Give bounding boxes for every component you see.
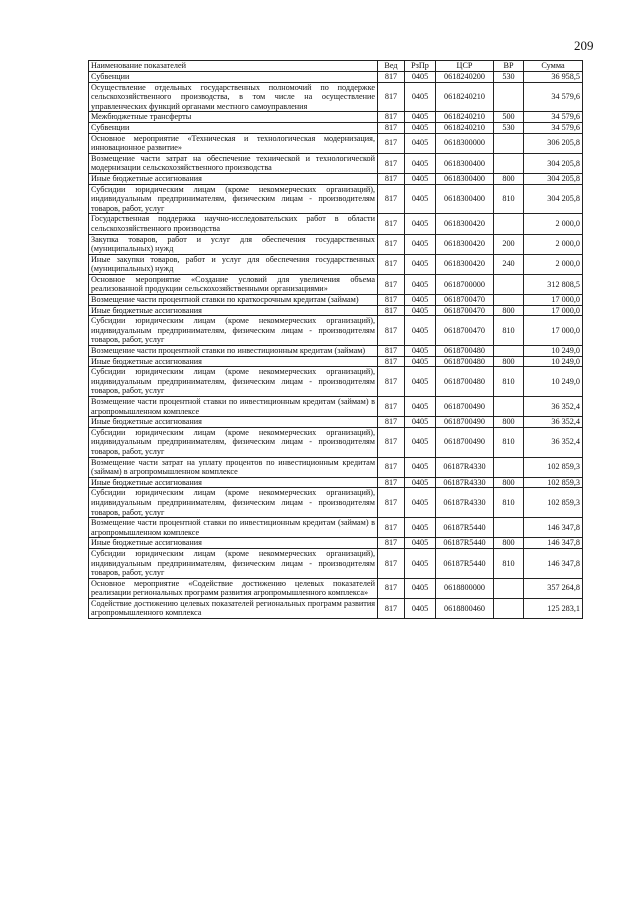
cell-csr: 0618700470 bbox=[436, 305, 494, 316]
cell-csr: 0618300400 bbox=[436, 184, 494, 214]
cell-sum: 34 579,6 bbox=[524, 122, 583, 133]
cell-ved: 817 bbox=[378, 346, 405, 357]
table-row bbox=[89, 173, 583, 184]
cell-name: Субсидии юридическим лицам (кроме некоммерческих организаций), индивидуальным предпринимателям, физическим лицам - производителям товаров, работ, услуг bbox=[89, 548, 378, 578]
cell-ved: 817 bbox=[378, 274, 405, 294]
cell-rzpr: 0405 bbox=[405, 214, 436, 234]
cell-name: Субсидии юридическим лицам (кроме некоммерческих организаций), индивидуальным предпринимателям, физическим лицам - производителям товаров, работ, услуг bbox=[89, 184, 378, 214]
cell-ved: 817 bbox=[378, 295, 405, 306]
cell-name: Возмещение части затрат на уплату процентов по инвестиционным кредитам (займам) в агропромышленном комплексе bbox=[89, 457, 378, 477]
table-row bbox=[89, 133, 583, 153]
cell-vr bbox=[494, 153, 524, 173]
cell-rzpr: 0405 bbox=[405, 72, 436, 83]
cell-ved: 817 bbox=[378, 112, 405, 123]
cell-csr: 0618800460 bbox=[436, 598, 494, 618]
cell-vr: 800 bbox=[494, 173, 524, 184]
cell-csr: 0618700000 bbox=[436, 274, 494, 294]
cell-vr bbox=[494, 457, 524, 477]
cell-rzpr: 0405 bbox=[405, 153, 436, 173]
cell-ved: 817 bbox=[378, 488, 405, 518]
cell-rzpr: 0405 bbox=[405, 254, 436, 274]
cell-rzpr: 0405 bbox=[405, 367, 436, 397]
cell-csr: 0618700480 bbox=[436, 356, 494, 367]
cell-ved: 817 bbox=[378, 417, 405, 428]
cell-vr: 800 bbox=[494, 356, 524, 367]
cell-vr: 530 bbox=[494, 122, 524, 133]
cell-csr: 06187R5440 bbox=[436, 548, 494, 578]
cell-name: Основное мероприятие «Техническая и технологическая модернизация, инновационное развитие» bbox=[89, 133, 378, 153]
cell-rzpr: 0405 bbox=[405, 346, 436, 357]
cell-rzpr: 0405 bbox=[405, 173, 436, 184]
cell-ved: 817 bbox=[378, 477, 405, 488]
cell-name: Закупка товаров, работ и услуг для обеспечения государственных (муниципальных) нужд bbox=[89, 234, 378, 254]
cell-rzpr: 0405 bbox=[405, 397, 436, 417]
header-rzpr: РзПр bbox=[405, 61, 436, 72]
page-number: 209 bbox=[574, 38, 594, 53]
cell-ved: 817 bbox=[378, 72, 405, 83]
table-row bbox=[89, 548, 583, 578]
cell-sum: 17 000,0 bbox=[524, 316, 583, 346]
cell-sum: 10 249,0 bbox=[524, 346, 583, 357]
table-header-row bbox=[89, 61, 583, 72]
cell-sum: 2 000,0 bbox=[524, 214, 583, 234]
cell-csr: 06187R4330 bbox=[436, 477, 494, 488]
cell-csr: 06187R5440 bbox=[436, 538, 494, 549]
cell-sum: 312 808,5 bbox=[524, 274, 583, 294]
cell-rzpr: 0405 bbox=[405, 133, 436, 153]
cell-sum: 146 347,8 bbox=[524, 538, 583, 549]
table-row bbox=[89, 72, 583, 83]
cell-name: Иные бюджетные ассигнования bbox=[89, 538, 378, 549]
cell-rzpr: 0405 bbox=[405, 417, 436, 428]
cell-vr bbox=[494, 578, 524, 598]
cell-sum: 304 205,8 bbox=[524, 184, 583, 214]
cell-sum: 17 000,0 bbox=[524, 305, 583, 316]
cell-name: Иные бюджетные ассигнования bbox=[89, 417, 378, 428]
cell-sum: 2 000,0 bbox=[524, 254, 583, 274]
table-row bbox=[89, 477, 583, 488]
cell-ved: 817 bbox=[378, 457, 405, 477]
header-ved: Вед bbox=[378, 61, 405, 72]
header-csr: ЦСР bbox=[436, 61, 494, 72]
cell-vr: 810 bbox=[494, 427, 524, 457]
cell-sum: 304 205,8 bbox=[524, 173, 583, 184]
cell-sum: 102 859,3 bbox=[524, 488, 583, 518]
cell-csr: 0618300420 bbox=[436, 254, 494, 274]
cell-vr: 530 bbox=[494, 72, 524, 83]
cell-vr: 810 bbox=[494, 367, 524, 397]
table-row bbox=[89, 274, 583, 294]
cell-ved: 817 bbox=[378, 356, 405, 367]
table-row bbox=[89, 427, 583, 457]
cell-ved: 817 bbox=[378, 184, 405, 214]
cell-csr: 0618700490 bbox=[436, 427, 494, 457]
cell-sum: 36 958,5 bbox=[524, 72, 583, 83]
cell-sum: 306 205,8 bbox=[524, 133, 583, 153]
cell-rzpr: 0405 bbox=[405, 356, 436, 367]
cell-ved: 817 bbox=[378, 548, 405, 578]
cell-sum: 36 352,4 bbox=[524, 417, 583, 428]
cell-rzpr: 0405 bbox=[405, 477, 436, 488]
cell-csr: 0618700490 bbox=[436, 397, 494, 417]
cell-rzpr: 0405 bbox=[405, 82, 436, 112]
cell-rzpr: 0405 bbox=[405, 234, 436, 254]
cell-csr: 0618240200 bbox=[436, 72, 494, 83]
cell-name: Возмещение части процентной ставки по инвестиционным кредитам (займам) в агропромышленном комплексе bbox=[89, 518, 378, 538]
cell-sum: 36 352,4 bbox=[524, 427, 583, 457]
cell-vr: 810 bbox=[494, 316, 524, 346]
header-vr: ВР bbox=[494, 61, 524, 72]
cell-rzpr: 0405 bbox=[405, 112, 436, 123]
table-row bbox=[89, 112, 583, 123]
cell-ved: 817 bbox=[378, 173, 405, 184]
cell-vr bbox=[494, 346, 524, 357]
cell-ved: 817 bbox=[378, 133, 405, 153]
table-row bbox=[89, 356, 583, 367]
cell-vr: 240 bbox=[494, 254, 524, 274]
cell-name: Субвенции bbox=[89, 72, 378, 83]
cell-name: Государственная поддержка научно-исследовательских работ в области сельскохозяйственного производства bbox=[89, 214, 378, 234]
cell-csr: 0618700470 bbox=[436, 295, 494, 306]
cell-csr: 0618240210 bbox=[436, 82, 494, 112]
cell-name: Основное мероприятие «Содействие достижению целевых показателей реализации региональных программ развития агропромышленного комплекса» bbox=[89, 578, 378, 598]
cell-ved: 817 bbox=[378, 598, 405, 618]
cell-ved: 817 bbox=[378, 578, 405, 598]
cell-csr: 0618700490 bbox=[436, 417, 494, 428]
cell-sum: 17 000,0 bbox=[524, 295, 583, 306]
cell-csr: 06187R5440 bbox=[436, 518, 494, 538]
table-row bbox=[89, 488, 583, 518]
table-row bbox=[89, 578, 583, 598]
header-name: Наименование показателей bbox=[89, 61, 378, 72]
cell-rzpr: 0405 bbox=[405, 598, 436, 618]
cell-vr bbox=[494, 295, 524, 306]
table-row bbox=[89, 295, 583, 306]
cell-vr: 200 bbox=[494, 234, 524, 254]
cell-ved: 817 bbox=[378, 316, 405, 346]
cell-csr: 0618700480 bbox=[436, 367, 494, 397]
cell-vr bbox=[494, 598, 524, 618]
cell-ved: 817 bbox=[378, 254, 405, 274]
cell-vr: 800 bbox=[494, 305, 524, 316]
cell-csr: 0618300400 bbox=[436, 153, 494, 173]
cell-name: Осуществление отдельных государственных полномочий по поддержке сельскохозяйственного производства, в том числе на осуществление управленческих функций органами местного самоуправления bbox=[89, 82, 378, 112]
cell-ved: 817 bbox=[378, 305, 405, 316]
table-row bbox=[89, 305, 583, 316]
cell-sum: 10 249,0 bbox=[524, 356, 583, 367]
header-sum: Сумма bbox=[524, 61, 583, 72]
cell-sum: 102 859,3 bbox=[524, 477, 583, 488]
cell-rzpr: 0405 bbox=[405, 538, 436, 549]
cell-rzpr: 0405 bbox=[405, 122, 436, 133]
cell-name: Межбюджетные трансферты bbox=[89, 112, 378, 123]
cell-sum: 2 000,0 bbox=[524, 234, 583, 254]
cell-ved: 817 bbox=[378, 153, 405, 173]
table-row bbox=[89, 234, 583, 254]
cell-rzpr: 0405 bbox=[405, 427, 436, 457]
cell-ved: 817 bbox=[378, 538, 405, 549]
cell-sum: 36 352,4 bbox=[524, 397, 583, 417]
cell-rzpr: 0405 bbox=[405, 295, 436, 306]
cell-vr: 800 bbox=[494, 477, 524, 488]
cell-name: Возмещение части процентной ставки по инвестиционным кредитам (займам) bbox=[89, 346, 378, 357]
cell-ved: 817 bbox=[378, 122, 405, 133]
cell-name: Возмещение части процентной ставки по краткосрочным кредитам (займам) bbox=[89, 295, 378, 306]
table-body bbox=[89, 72, 583, 619]
cell-rzpr: 0405 bbox=[405, 578, 436, 598]
budget-table bbox=[88, 60, 583, 619]
cell-sum: 146 347,8 bbox=[524, 518, 583, 538]
table-row bbox=[89, 518, 583, 538]
cell-name: Субсидии юридическим лицам (кроме некоммерческих организаций), индивидуальным предпринимателям, физическим лицам - производителям товаров, работ, услуг bbox=[89, 316, 378, 346]
table-row bbox=[89, 153, 583, 173]
cell-vr: 810 bbox=[494, 548, 524, 578]
table-row bbox=[89, 397, 583, 417]
cell-name: Содействие достижению целевых показателей региональных программ развития агропромышленного комплекса bbox=[89, 598, 378, 618]
cell-vr: 800 bbox=[494, 538, 524, 549]
table-row bbox=[89, 457, 583, 477]
table-row bbox=[89, 538, 583, 549]
cell-csr: 0618300000 bbox=[436, 133, 494, 153]
cell-rzpr: 0405 bbox=[405, 184, 436, 214]
table-row bbox=[89, 214, 583, 234]
cell-sum: 10 249,0 bbox=[524, 367, 583, 397]
cell-vr bbox=[494, 214, 524, 234]
cell-vr: 810 bbox=[494, 184, 524, 214]
cell-ved: 817 bbox=[378, 518, 405, 538]
cell-name: Субсидии юридическим лицам (кроме некоммерческих организаций), индивидуальным предпринимателям, физическим лицам - производителям товаров, работ, услуг bbox=[89, 367, 378, 397]
cell-name: Субвенции bbox=[89, 122, 378, 133]
cell-name: Иные бюджетные ассигнования bbox=[89, 477, 378, 488]
cell-sum: 304 205,8 bbox=[524, 153, 583, 173]
table-row bbox=[89, 417, 583, 428]
cell-sum: 146 347,8 bbox=[524, 548, 583, 578]
cell-csr: 0618800000 bbox=[436, 578, 494, 598]
cell-vr bbox=[494, 518, 524, 538]
cell-csr: 06187R4330 bbox=[436, 457, 494, 477]
cell-rzpr: 0405 bbox=[405, 457, 436, 477]
cell-sum: 34 579,6 bbox=[524, 112, 583, 123]
cell-ved: 817 bbox=[378, 367, 405, 397]
table-row bbox=[89, 184, 583, 214]
cell-ved: 817 bbox=[378, 397, 405, 417]
cell-csr: 0618240210 bbox=[436, 122, 494, 133]
cell-name: Иные бюджетные ассигнования bbox=[89, 173, 378, 184]
cell-name: Субсидии юридическим лицам (кроме некоммерческих организаций), индивидуальным предпринимателям, физическим лицам - производителям товаров, работ, услуг bbox=[89, 427, 378, 457]
cell-vr: 800 bbox=[494, 417, 524, 428]
cell-name: Возмещение части процентной ставки по инвестиционным кредитам (займам) в агропромышленном комплексе bbox=[89, 397, 378, 417]
cell-csr: 0618700480 bbox=[436, 346, 494, 357]
table-row bbox=[89, 367, 583, 397]
table-row bbox=[89, 316, 583, 346]
table-row bbox=[89, 598, 583, 618]
cell-ved: 817 bbox=[378, 82, 405, 112]
cell-sum: 357 264,8 bbox=[524, 578, 583, 598]
cell-rzpr: 0405 bbox=[405, 518, 436, 538]
cell-rzpr: 0405 bbox=[405, 548, 436, 578]
cell-name: Иные бюджетные ассигнования bbox=[89, 356, 378, 367]
cell-vr bbox=[494, 82, 524, 112]
cell-name: Иные бюджетные ассигнования bbox=[89, 305, 378, 316]
cell-csr: 06187R4330 bbox=[436, 488, 494, 518]
cell-csr: 0618300400 bbox=[436, 173, 494, 184]
cell-name: Возмещение части затрат на обеспечение технической и технологической модернизации сельскохозяйственного производства bbox=[89, 153, 378, 173]
cell-csr: 0618700470 bbox=[436, 316, 494, 346]
cell-rzpr: 0405 bbox=[405, 305, 436, 316]
cell-sum: 102 859,3 bbox=[524, 457, 583, 477]
cell-sum: 125 283,1 bbox=[524, 598, 583, 618]
cell-vr bbox=[494, 397, 524, 417]
cell-rzpr: 0405 bbox=[405, 274, 436, 294]
table-row bbox=[89, 82, 583, 112]
cell-ved: 817 bbox=[378, 234, 405, 254]
cell-name: Иные закупки товаров, работ и услуг для обеспечения государственных (муниципальных) нужд bbox=[89, 254, 378, 274]
cell-vr: 500 bbox=[494, 112, 524, 123]
cell-name: Основное мероприятие «Создание условий для увеличения объема реализованной продукции сельскохозяйственными организациями» bbox=[89, 274, 378, 294]
cell-name: Субсидии юридическим лицам (кроме некоммерческих организаций), индивидуальным предпринимателям, физическим лицам - производителям товаров, работ, услуг bbox=[89, 488, 378, 518]
cell-rzpr: 0405 bbox=[405, 488, 436, 518]
table-row bbox=[89, 346, 583, 357]
table-row bbox=[89, 122, 583, 133]
cell-sum: 34 579,6 bbox=[524, 82, 583, 112]
cell-csr: 0618240210 bbox=[436, 112, 494, 123]
cell-csr: 0618300420 bbox=[436, 214, 494, 234]
table-row bbox=[89, 254, 583, 274]
cell-ved: 817 bbox=[378, 214, 405, 234]
cell-vr bbox=[494, 274, 524, 294]
cell-rzpr: 0405 bbox=[405, 316, 436, 346]
cell-vr bbox=[494, 133, 524, 153]
cell-csr: 0618300420 bbox=[436, 234, 494, 254]
cell-vr: 810 bbox=[494, 488, 524, 518]
cell-ved: 817 bbox=[378, 427, 405, 457]
